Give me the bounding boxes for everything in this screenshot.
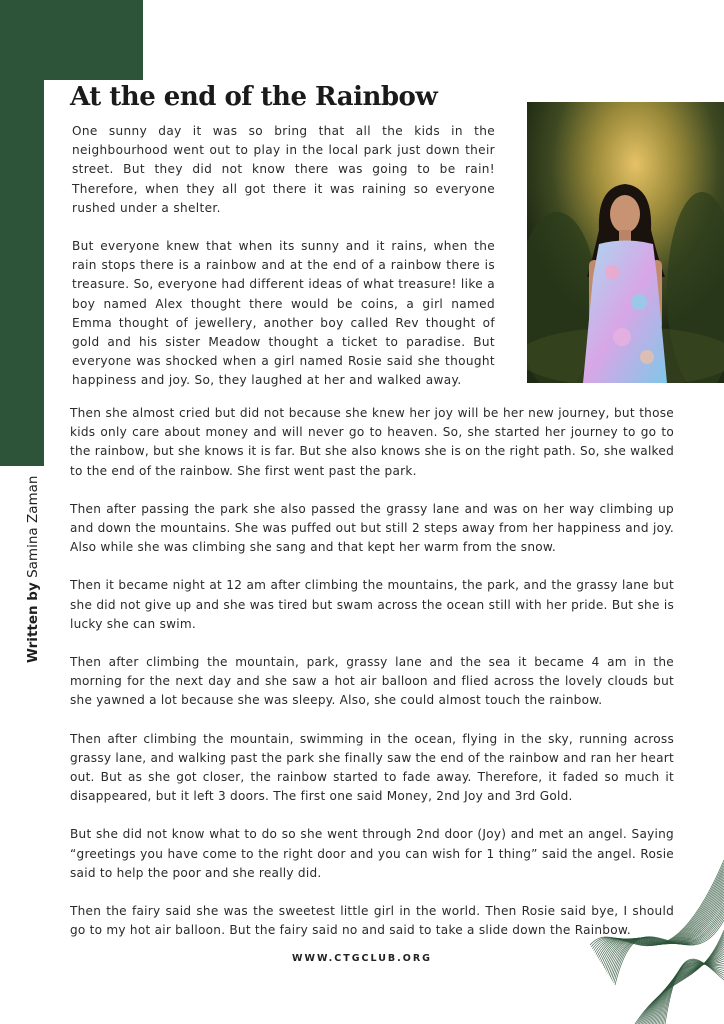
intro-text (72, 122, 495, 410)
body-paragraph-1: Then she almost cried but did not because she knew her joy will be her new journey, but those kids only care about money and will never go to heaven. So, she started her journey to go to the rainbow, but she knows it is far. But she also knows she is on the right path. So, she walked to the end of the rainbow. She first went past the park. (70, 406, 674, 478)
body-paragraph-6: But she did not know what to do so she went through 2nd door (Joy) and met an angel. Saying “greetings you have come to the right door and you can wish for 1 thing” said the angel. Rosie said to help the poor and she really did. (70, 827, 674, 880)
intro-paragraph-1: One sunny day it was so bring that all the kids in the neighbourhood went out to play in the local park just down their street. But they did not know there was going to be rain! Therefore, when they all got there it was raining so everyone rushed under a shelter. (72, 124, 495, 215)
website-footer: WWW.CTGCLUB.ORG (292, 953, 432, 964)
author-credit (25, 476, 41, 663)
story-title: At the end of the Rainbow (70, 82, 438, 112)
author-name: Samina Zaman (25, 475, 41, 578)
corner-block (0, 0, 143, 80)
girl-photo-illustration (527, 102, 724, 383)
intro-paragraph-2: But everyone knew that when its sunny and it rains, when the rain stops there is a rainbow and at the end of a rainbow there is treasure. So, everyone had different ideas of what treasure! like a boy named Alex thought there would be coins, a girl named Emma thought of jewellery, another boy called Rev thought of gold and his sister Meadow thought a ticket to paradise. But everyone was shocked when a girl named Rosie said she thought happiness and joy. So, they laughed at her and walked away. (72, 239, 495, 388)
side-bar (0, 80, 44, 466)
body-paragraph-4: Then after climbing the mountain, park, grassy lane and the sea it became 4 am in the morning for the next day and she saw a hot air balloon and flied across the lovely clouds but she yawned a lot because she was sleepy. Also, she could almost touch the rainbow. (70, 655, 674, 708)
body-paragraph-7: Then the fairy said she was the sweetest little girl in the world. Then Rosie said bye, I should go to my hot air balloon. But the fairy said no and said to take a slide down the Rainbow. (70, 904, 674, 938)
body-paragraph-2: Then after passing the park she also passed the grassy lane and was on her way climbing up and down the mountains. She was puffed out but still 2 steps away from her happiness and joy. Also while she was climbing she sang and that kept her warm from the snow. (70, 501, 674, 555)
author-photo (527, 102, 724, 383)
decorative-wave-lines (580, 850, 724, 1024)
body-paragraph-5: Then after climbing the mountain, swimming in the ocean, flying in the sky, running across grassy lane, and walking past the park she finally saw the end of the rainbow and ran her heart out. But as she got closer, the rainbow started to fade away. Therefore, it faded so much it disappeared, but it left 3 doors. The first one said Money, 2nd Joy and 3rd Gold. (70, 731, 674, 804)
author-prefix: Written by (25, 582, 41, 663)
wave-line (614, 917, 724, 1024)
body-paragraph-3: Then it became night at 12 am after climbing the mountains, the park, and the grassy lane but she did not give up and she was tired but swam across the ocean still with her pride. But she is lucky she can swim. (70, 578, 674, 631)
